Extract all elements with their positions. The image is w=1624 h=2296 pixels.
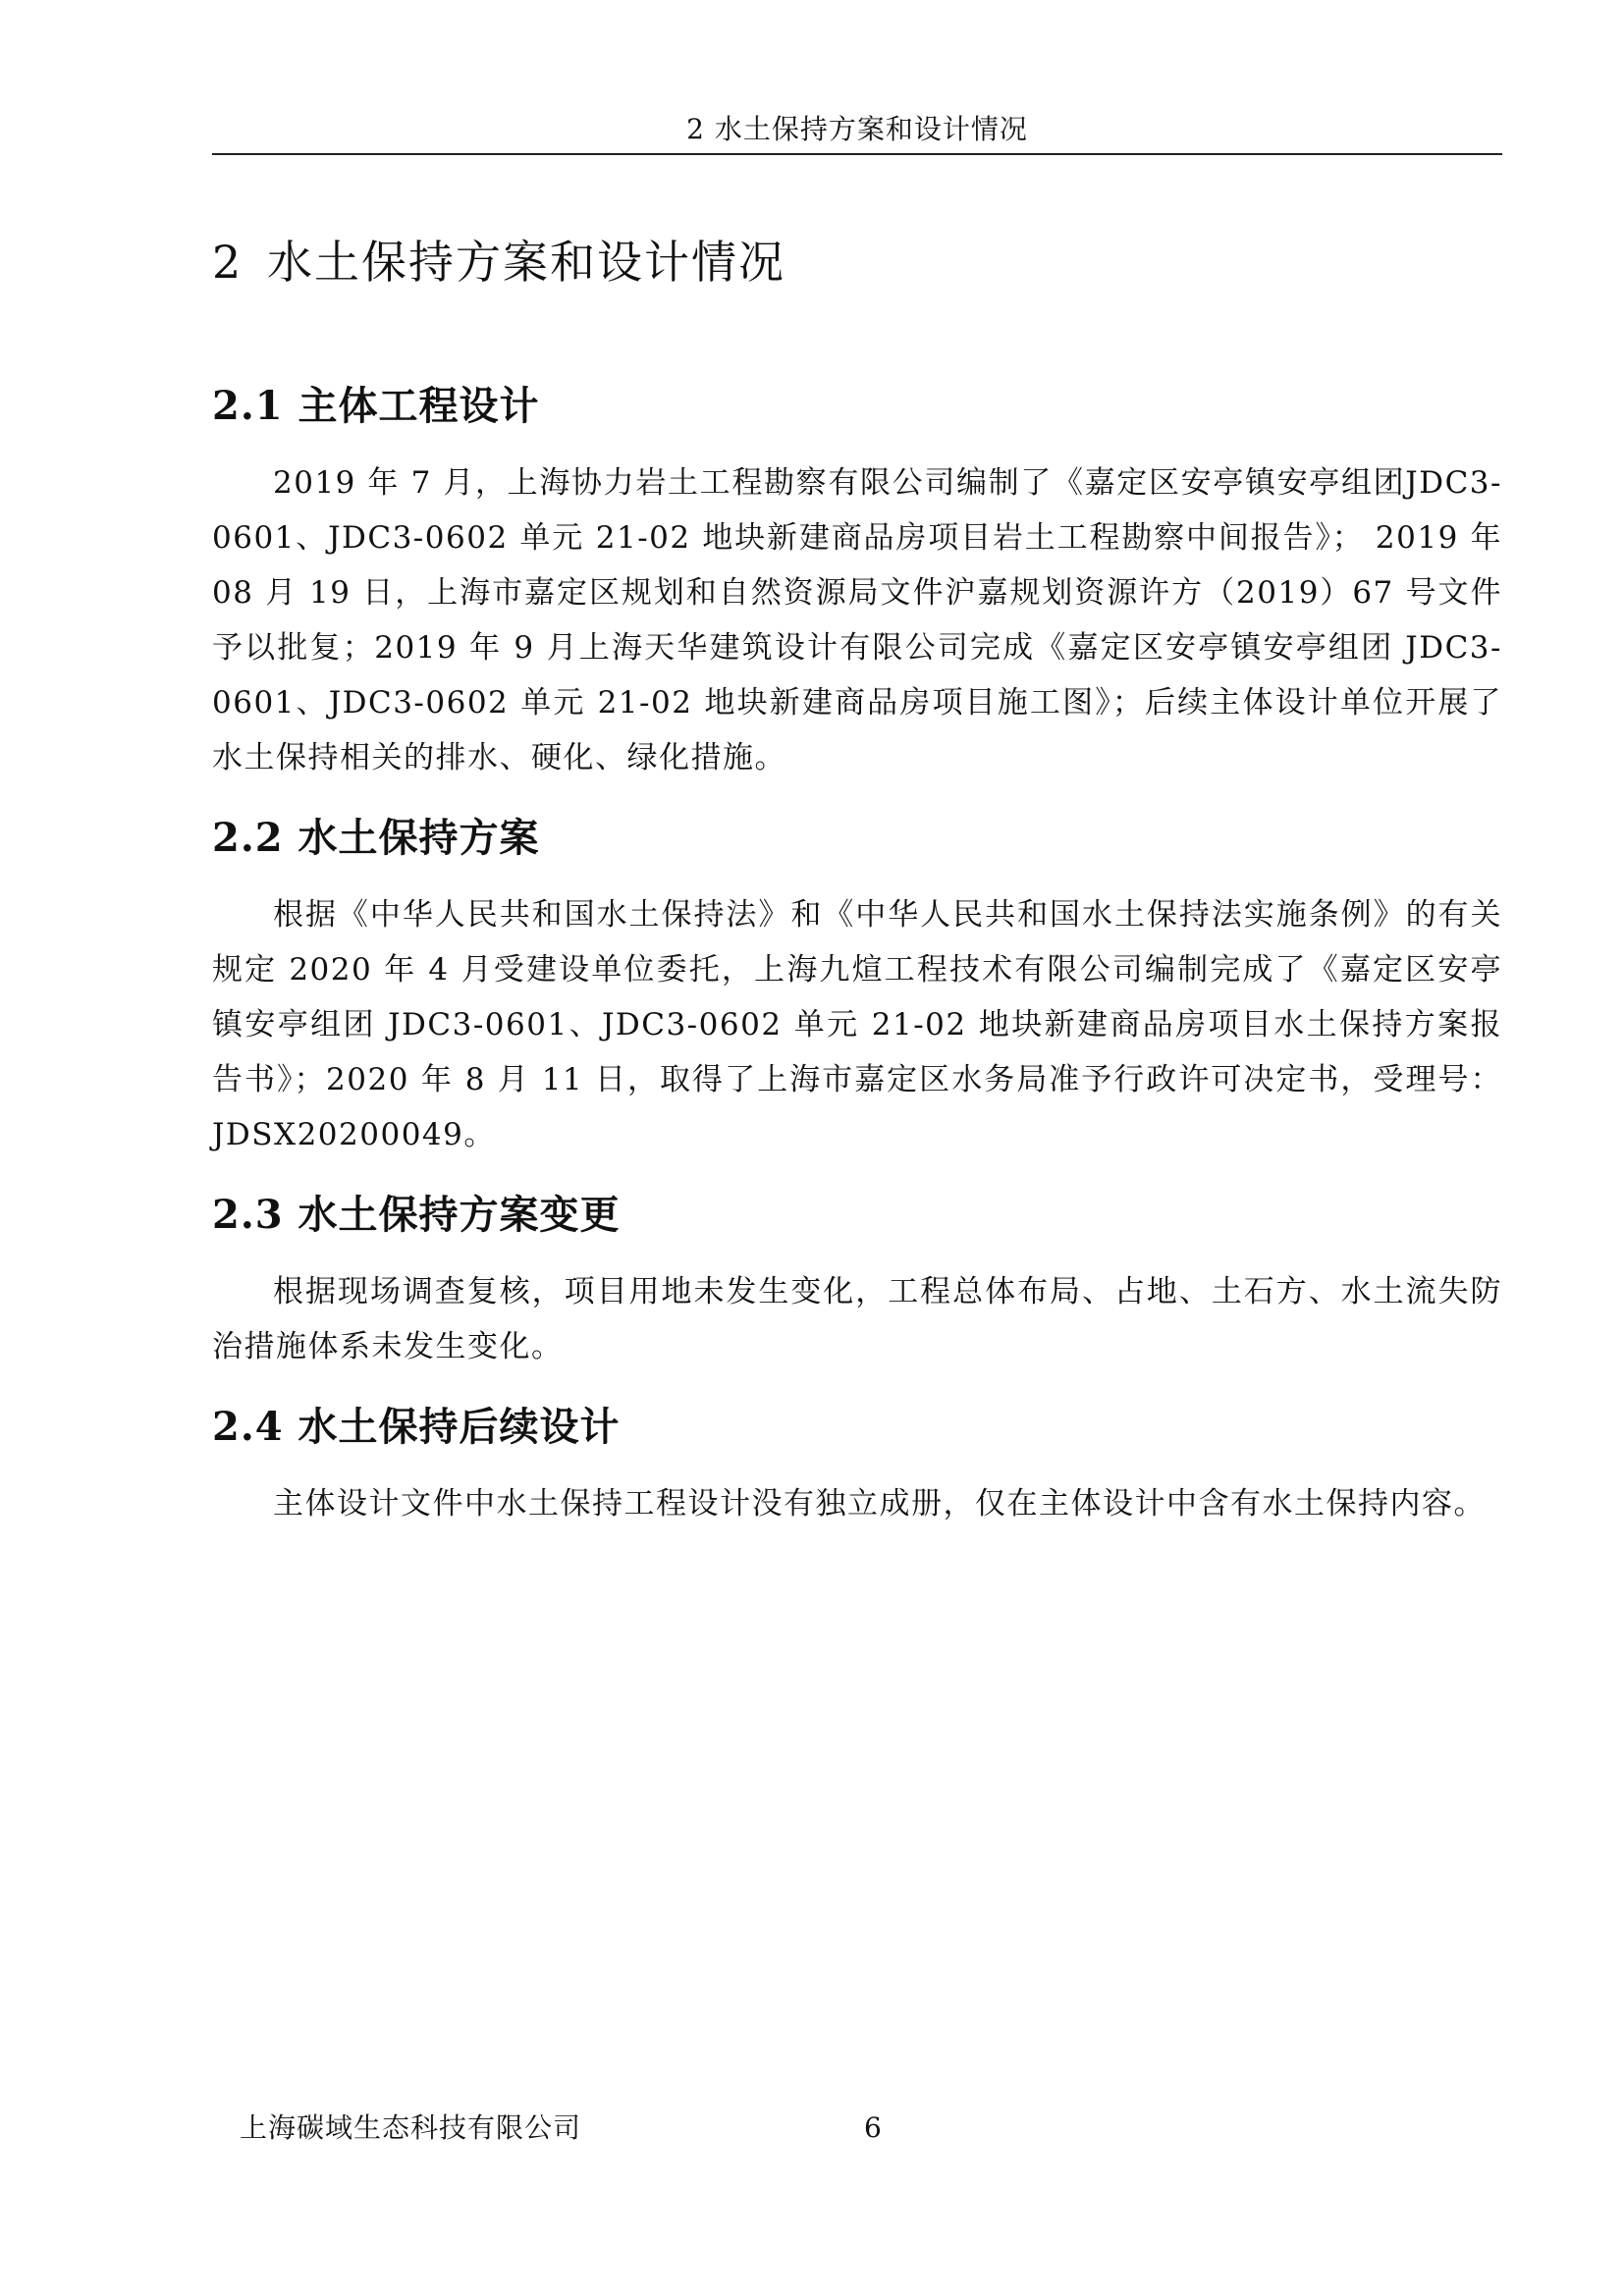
section-2-1: [212, 379, 1502, 785]
chapter-title-text: 水土保持方案和设计情况: [267, 236, 785, 289]
section-paragraph: 主体设计文件中水土保持工程设计没有独立成册，仅在主体设计中含有水土保持内容。: [273, 1486, 1486, 1522]
chapter-title: [212, 228, 1502, 296]
page-content: [212, 228, 1502, 1557]
section-title: 2.1 主体工程设计: [212, 383, 540, 429]
section-paragraph: 根据现场调查复核，项目用地未发生变化，工程总体布局、占地、土石方、水土流失防治措施体系未发生变化。: [212, 1274, 1502, 1364]
chapter-number: 2: [212, 236, 244, 289]
section-2-3: [212, 1188, 1502, 1374]
header-rule: [212, 153, 1502, 155]
section-title: 2.4 水土保持后续设计: [212, 1404, 621, 1450]
section-title: 2.3 水土保持方案变更: [212, 1192, 621, 1238]
running-header: 2 水土保持方案和设计情况: [686, 113, 1028, 145]
section-title: 2.2 水土保持方案: [212, 815, 540, 861]
section-paragraph: 根据《中华人民共和国水土保持法》和《中华人民共和国水土保持法实施条例》的有关规定 2020 年 4 月受建设单位委托，上海九煊工程技术有限公司编制完成了《嘉定区安亭镇安亭组团 JDC3-0601、JDC3-0602 单元 21-02 地块新建商品房项目水土保持方案报告书》；2020 年 8 月 11 日，取得了上海市嘉定区水务局准予行政许可决定书，受理号：JDSX20200049。: [212, 897, 1502, 1152]
footer-company: 上海碳域生态科技有限公司: [240, 2111, 582, 2144]
section-2-2: [212, 811, 1502, 1162]
section-2-4: [212, 1400, 1502, 1531]
page-number: 6: [864, 2111, 882, 2144]
section-paragraph: 2019 年 7 月，上海协力岩土工程勘察有限公司编制了《嘉定区安亭镇安亭组团JDC3-0601、JDC3-0602 单元 21-02 地块新建商品房项目岩土工程勘察中间报告》； 2019 年 08 月 19 日，上海市嘉定区规划和自然资源局文件沪嘉规划资源许方（2019）67 号文件予以批复；2019 年 9 月上海天华建筑设计有限公司完成《嘉定区安亭镇安亭组团 JDC3-0601、JDC3-0602 单元 21-02 地块新建商品房项目施工图》；后续主体设计单位开展了水土保持相关的排水、硬化、绿化措施。: [212, 465, 1502, 775]
